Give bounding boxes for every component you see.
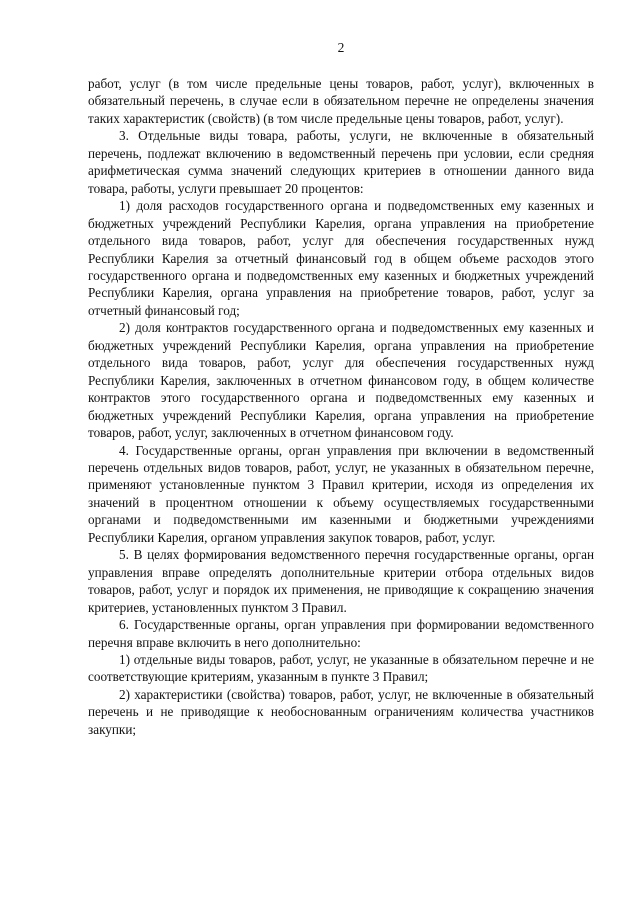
- paragraph-subitem-6-1: 1) отдельные виды товаров, работ, услуг, не указанные в обязательном перечне и не соответствующие критериям, указанным в пункте 3 Правил;: [88, 651, 594, 685]
- page-number: 2: [337, 40, 345, 55]
- paragraph-continuation: работ, услуг (в том числе предельные цены товаров, работ, услуг), включенных в обязательный перечень, в случае если в обязательном перечне не определены значения таких характеристик (свойств) (в том числе предельные цены товаров, работ, услуг).: [88, 76, 594, 126]
- paragraph-item-5: 5. В целях формирования ведомственного перечня государственные органы, орган управления вправе определять дополнительные критерии отбора отдельных видов товаров, работ, услуг и порядок их применения, не приводящие к сокращению значения критериев, установленных пунктом 3 Правил.: [88, 547, 594, 615]
- paragraph-item-6: 6. Государственные органы, орган управления при формировании ведомственного перечня вправе включить в него дополнительно:: [88, 617, 594, 650]
- document-page: [88, 0, 594, 905]
- paragraph-subitem-6-2: 2) характеристики (свойства) товаров, работ, услуг, не включенные в обязательный перечень и не приводящие к необоснованным ограничениям количества участников закупки;: [88, 686, 594, 737]
- paragraph-item-3: 3. Отдельные виды товара, работы, услуги, не включенные в обязательный перечень, подлежат включению в ведомственный перечень при условии, если средняя арифметическая сумма значений следующих критериев в отношении данного вида товара, работы, услуги превышает 20 процентов:: [88, 128, 594, 196]
- paragraph-subitem-3-1: 1) доля расходов государственного органа и подведомственных ему казенных и бюджетных учреждений Республики Карелия, органа управления на приобретение отдельного вида товаров, работ, услуг для обеспечения государственных нужд Республики Карелия за отчетный финансовый год в общем объеме расходов этого государственного органа и подведомственных ему казенных и бюджетных учреждений Республики Карелия, органа управления на приобретение товаров, работ, услуг за отчетный финансовый год;: [88, 198, 594, 318]
- paragraph-subitem-3-2: 2) доля контрактов государственного органа и подведомственных ему казенных и бюджетных учреждений Республики Карелия, органа управления на приобретение отдельного вида товаров, работ, услуг для обеспечения государственных нужд Республики Карелия, заключенных в отчетном финансовом году, в общем количестве контрактов этого государственного органа и подведомственных ему казенных и бюджетных учреждений Республики Карелия, органа управления на приобретение товаров, работ, услуг, заключенных в отчетном финансовом году.: [88, 320, 594, 441]
- paragraph-item-4: 4. Государственные органы, орган управления при включении в ведомственный перечень отдельных видов товаров, работ, услуг, не указанных в обязательном перечне, применяют установленные пунктом 3 Правил критерии, исходя из определения их значений в процентном отношении к объему осуществляемых государственными органами и подведомственными им казенными и бюджетными учреждениями Республики Карелия, органом управления закупок товаров, работ, услуг.: [88, 442, 594, 545]
- document-body: [88, 75, 594, 738]
